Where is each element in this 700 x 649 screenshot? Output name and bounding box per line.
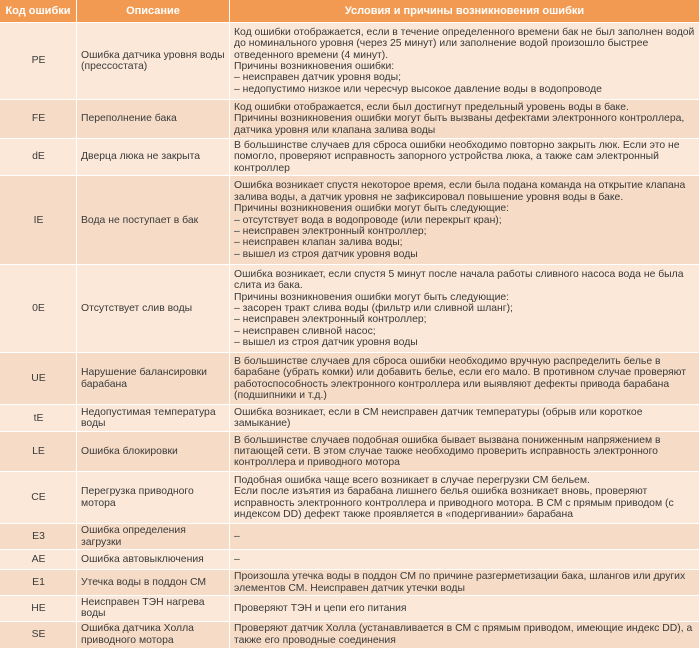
error-description: Утечка воды в поддон СМ [77,570,230,596]
error-code: HE [0,596,77,622]
condition-line: – [234,553,240,565]
condition-line: Причины возникновения ошибки: [234,61,395,72]
condition-line: Проверяют ТЭН и цепи его питания [234,602,407,614]
table-row [0,622,700,649]
error-code: UE [0,353,77,405]
error-conditions [230,265,700,353]
condition-line: В большинстве случаев подобная ошибка бывает вызвана пониженным напряжением в питающей сети. В этом случае также необходимо проверить исправность электронного контроллера и приводного мотора [234,434,661,469]
error-code: E3 [0,524,77,550]
table-row [0,550,700,570]
error-conditions [230,622,700,649]
error-code: E1 [0,570,77,596]
error-description: Отсутствует слив воды [77,265,230,353]
header-conditions: Условия и причины возникновения ошибки [230,0,700,23]
condition-line: – засорен тракт слива воды (фильтр или сливной шланг); [234,303,513,315]
condition-line: – вышел из строя датчик уровня воды [234,337,418,349]
condition-line: Код ошибки отображается, если в течение определенного времени бак не был заполнен водой до номинального уровня (через 25 минут) или заполнение водой произошло быстрее отведенного времени (4 минут). [234,26,695,61]
condition-line: Код ошибки отображается, если был достигнут предельный уровень воды в баке. [234,101,629,113]
condition-line: – неисправен электронный контроллер; [234,314,427,326]
error-code: 0E [0,265,77,353]
condition-line: – неисправен электронный контроллер; [234,225,427,237]
condition-line: В большинстве случаев для сброса ошибки необходимо вручную распределить белье в барабане (убрать комки) или добавить белье, если его мало. В противном случае проверяют работоспособность электронного контроллера или выявляют дефекты привода барабана (подшипники и т.д.) [234,355,686,402]
error-conditions [230,139,700,176]
error-conditions [230,432,700,472]
error-description: Дверца люка не закрыта [77,139,230,176]
table-row [0,405,700,432]
table-row [0,265,700,353]
error-code: PE [0,23,77,100]
error-conditions [230,176,700,265]
condition-line: – [234,530,240,542]
error-description: Ошибка автовыключения [77,550,230,570]
condition-line: Ошибка возникает, если спустя 5 минут после начала работы сливного насоса вода не была слита из бака. [234,268,684,292]
error-code: CE [0,472,77,524]
table-row [0,176,700,265]
error-conditions [230,524,700,550]
error-conditions [230,23,700,100]
condition-line: В большинстве случаев для сброса ошибки необходимо повторно закрыть люк. Если это не помогло, проверяют исправность запорного устройства люка, а также сам электронный контроллер [234,140,680,174]
error-conditions [230,405,700,432]
error-conditions [230,100,700,139]
error-description: Перегрузка приводного мотора [77,472,230,524]
condition-line: Причины возникновения ошибки могут быть вызваны дефектами электронного контроллера, датчика уровня или клапана залива воды [234,113,685,136]
condition-line: Если после изъятия из барабана лишнего белья ошибка возникает вновь, проверяют исправность электронного контроллера и приводного мотора. В СМ с прямым приводом (с индексом DD) дефект также проявляется в «подергивании» барабана [234,486,674,521]
table-row [0,353,700,405]
condition-line: – неисправен сливной насос; [234,325,376,337]
header-code: Код ошибки [0,0,77,23]
error-description: Недопустимая температура воды [77,405,230,432]
table-row [0,596,700,622]
error-conditions [230,472,700,524]
error-code: dE [0,139,77,176]
condition-line: – отсутствует вода в водопроводе (или перекрыт кран); [234,214,502,226]
table-row [0,472,700,524]
condition-line: Причины возникновения ошибки могут быть следующие: [234,291,510,303]
condition-line: Проверяют датчик Холла (устанавливается в СМ с прямым приводом, имеющие индекс DD), а также его проводные соединения [234,623,693,646]
condition-line: – недопустимо низкое или чересчур высокое давление воды в водопроводе [234,83,602,95]
error-code: LE [0,432,77,472]
error-code: SE [0,622,77,649]
condition-line: Произошла утечка воды в поддон СМ по причине разгерметизации бака, шлангов или других элементов СМ. Неисправен датчик утечки воды [234,571,686,594]
error-description: Ошибка определения загрузки [77,524,230,550]
table-row [0,139,700,176]
error-code: tE [0,405,77,432]
error-description: Нарушение балансировки барабана [77,353,230,405]
table-row [0,23,700,100]
error-description: Неисправен ТЭН нагрева воды [77,596,230,622]
error-conditions [230,570,700,596]
condition-line: Причины возникновения ошибки могут быть следующие: [234,203,510,215]
error-description: Ошибка блокировки [77,432,230,472]
table-row [0,524,700,550]
condition-line: – неисправен клапан залива воды; [234,237,403,249]
condition-line: Подобная ошибка чаще всего возникает в случае перегрузки СМ бельем. [234,474,590,486]
error-description: Ошибка датчика уровня воды (прессостата) [77,23,230,100]
table-row [0,100,700,139]
error-description: Вода не поступает в бак [77,176,230,265]
condition-line: – неисправен датчик уровня воды; [234,72,401,84]
error-description: Ошибка датчика Холла приводного мотора [77,622,230,649]
error-code: IE [0,176,77,265]
table-header-row [0,0,700,23]
error-code: AE [0,550,77,570]
table-row [0,570,700,596]
error-code: FE [0,100,77,139]
condition-line: – вышел из строя датчик уровня воды [234,248,418,260]
condition-line: Ошибка возникает, если в СМ неисправен датчик температуры (обрыв или короткое замыкание) [234,406,643,430]
error-conditions [230,596,700,622]
header-description: Описание [77,0,230,23]
table-row [0,432,700,472]
error-conditions [230,353,700,405]
error-conditions [230,550,700,570]
error-description: Переполнение бака [77,100,230,139]
condition-line: Ошибка возникает спустя некоторое время, если была подана команда на открытие клапана залива воды, а датчик уровня не зафиксировал повышение уровня воды в баке. [234,180,686,203]
